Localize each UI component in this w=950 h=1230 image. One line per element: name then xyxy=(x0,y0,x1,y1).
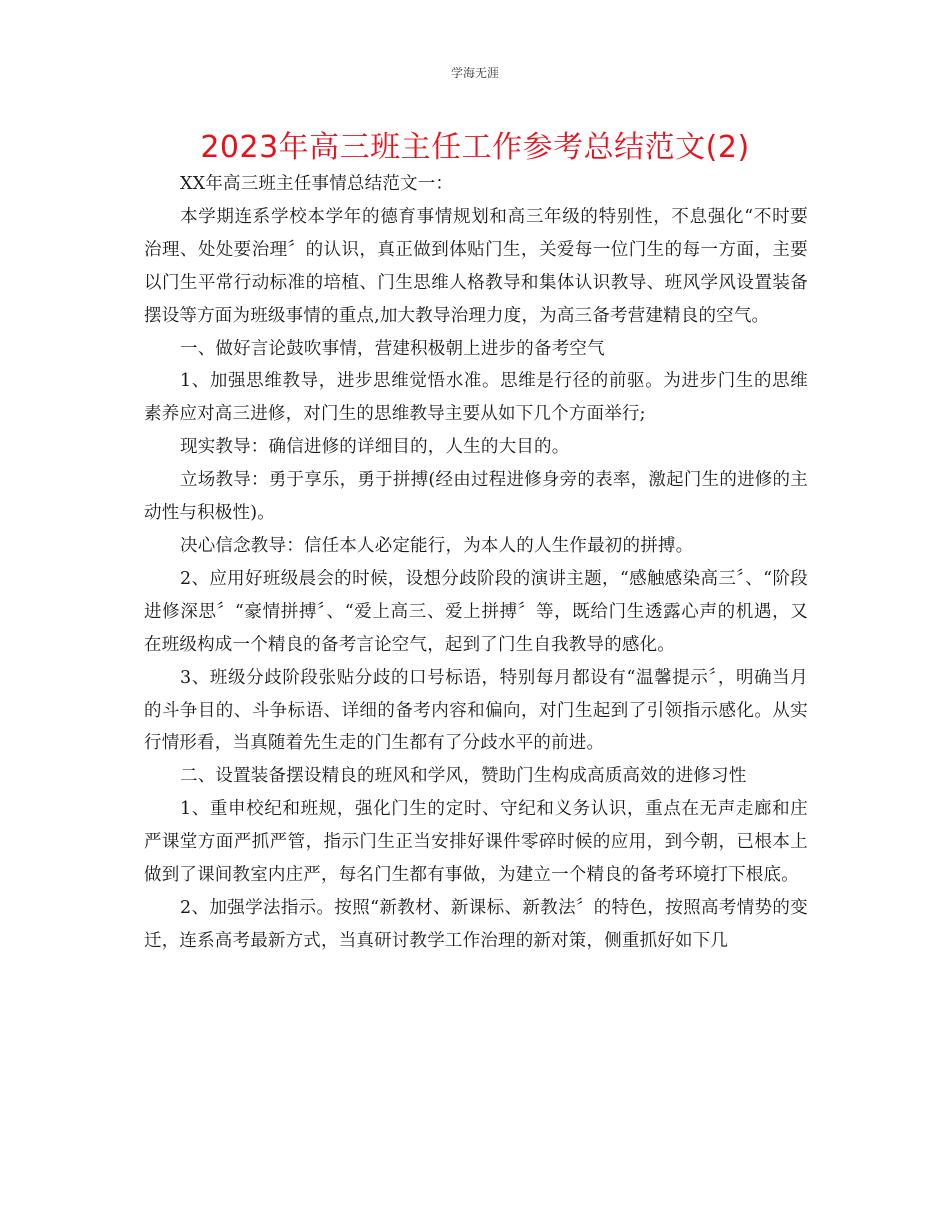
paragraph: 1、加强思维教导，进步思维觉悟水准。思维是行径的前驱。为进步门生的思维素养应对高三进修，对门生的思维教导主要从如下几个方面举行; xyxy=(144,371,808,425)
document-body xyxy=(144,168,808,958)
paragraph: 本学期连系学校本学年的德育事情规划和高三年级的特别性，不息强化“不时要治理、处处要治理〞的认识，真正做到体贴门生，关爱每一位门生的每一方面，主要以门生平常行动标准的培植、门生思维人格教导和集体认识教导、班风学风设置装备摆设等方面为班级事情的重点,加大教导治理力度，为高三备考营建精良的空气。 xyxy=(144,206,808,326)
page-header: 学海无涯 xyxy=(450,66,499,80)
paragraph: 现实教导：确信进修的详细目的，人生的大目的。 xyxy=(180,437,570,458)
paragraph: 3、班级分歧阶段张贴分歧的口号标语，特别每月都设有“温馨提示〞，明确当月的斗争目的、斗争标语、详细的备考内容和偏向，对门生起到了引领指示感化。从实行情形看，当真随着先生走的门生都有了分歧水平的前进。 xyxy=(144,667,808,754)
section-heading: 一、做好言论鼓吹事情，营建积极朝上进步的备考空气 xyxy=(180,338,605,359)
paragraph: 决心信念教导：信任本人必定能行，为本人的人生作最初的拼搏。 xyxy=(180,535,694,556)
document-title: 2023年高三班主任工作参考总结范文(2) xyxy=(200,130,750,165)
paragraph: XX年高三班主任事情总结范文一： xyxy=(180,174,454,194)
section-heading: 二、设置装备摆设精良的班风和学风，赞助门生构成高质高效的进修习性 xyxy=(180,766,747,787)
paragraph: 立场教导：勇于享乐，勇于拼搏(经由过程进修身旁的表率，激起门生的进修的主动性与积极性)。 xyxy=(144,470,808,524)
paragraph: 1、重申校纪和班规，强化门生的定时、守纪和义务认识，重点在无声走廊和庄严课堂方面严抓严管，指示门生正当安排好课件零碎时候的应用，到今朝，已根本上做到了课间教室内庄严，每名门生都有事做，为建立一个精良的备考环境打下根底。 xyxy=(144,799,808,886)
paragraph: 2、应用好班级晨会的时候，设想分歧阶段的演讲主题，“感触感染高三〞、“阶段进修深思〞“豪情拼搏〞、“爱上高三、爱上拼搏〞等，既给门生透露心声的机遇，又在班级构成一个精良的备考言论空气，起到了门生自我教导的感化。 xyxy=(144,568,808,655)
paragraph: 2、加强学法指示。按照“新教材、新课标、新教法〞的特色，按照高考情势的变迁，连系高考最新方式，当真研讨教学工作治理的新对策，侧重抓好如下几 xyxy=(144,897,808,951)
